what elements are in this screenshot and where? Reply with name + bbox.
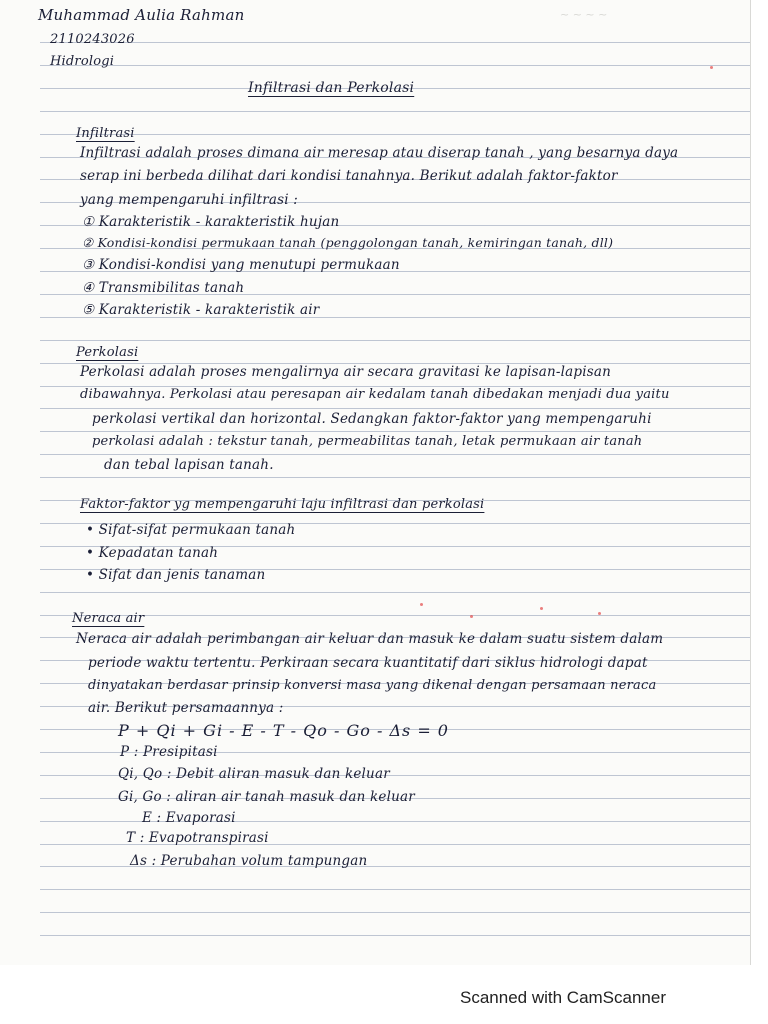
infiltrasi-item: ① Karakteristik - karakteristik hujan	[82, 214, 340, 230]
perkolasi-line: dan tebal lapisan tanah.	[104, 457, 274, 473]
equation-term: E : Evaporasi	[142, 810, 236, 826]
student-id: 2110243026	[50, 32, 135, 47]
ink-speck	[470, 615, 473, 618]
equation-term: Δs : Perubahan volum tampungan	[130, 853, 368, 869]
ruled-line	[40, 592, 751, 593]
subject: Hidrologi	[50, 54, 115, 69]
infiltrasi-line: serap ini berbeda dilihat dari kondisi tanahnya. Berikut adalah faktor-faktor	[80, 168, 618, 184]
infiltrasi-item: ③ Kondisi-kondisi yang menutupi permukaan	[82, 257, 400, 273]
perkolasi-line: perkolasi vertikal dan horizontal. Sedangkan faktor-faktor yang mempengaruhi	[92, 411, 652, 427]
ruled-line	[40, 408, 751, 409]
water-balance-equation: P + Qi + Gi - E - T - Qo - Go - Δs = 0	[118, 721, 449, 740]
ink-speck	[420, 603, 423, 606]
faktor-item: • Sifat dan jenis tanaman	[86, 567, 266, 583]
faktor-item: • Kepadatan tanah	[86, 545, 219, 561]
ruled-line	[40, 615, 751, 616]
ink-speck	[598, 612, 601, 615]
ruled-line	[40, 111, 751, 112]
ruled-line	[40, 477, 751, 478]
infiltrasi-item: ② Kondisi-kondisi permukaan tanah (penggolongan tanah, kemiringan tanah, dll)	[82, 235, 614, 250]
faktor-heading: Faktor-faktor yg mempengaruhi laju infiltrasi dan perkolasi	[80, 497, 485, 512]
ruled-line	[40, 889, 751, 890]
bleed-through-text: ~ ~ ~ ~	[560, 8, 608, 21]
ruled-line	[40, 134, 751, 135]
infiltrasi-line: yang mempengaruhi infiltrasi :	[80, 192, 299, 208]
ruled-line	[40, 935, 751, 936]
neraca-line: Neraca air adalah perimbangan air keluar dan masuk ke dalam suatu sistem dalam	[76, 631, 664, 647]
equation-term: Qi, Qo : Debit aliran masuk dan keluar	[118, 766, 390, 782]
infiltrasi-line: Infiltrasi adalah proses dimana air meresap atau diserap tanah , yang besarnya daya	[80, 145, 679, 161]
ink-speck	[710, 66, 713, 69]
ruled-line	[40, 431, 751, 432]
ruled-line	[40, 454, 751, 455]
equation-term: Gi, Go : aliran air tanah masuk dan keluar	[118, 789, 415, 805]
neraca-line: air. Berikut persamaannya :	[88, 700, 284, 716]
neraca-heading: Neraca air	[72, 611, 145, 626]
page-title: Infiltrasi dan Perkolasi	[248, 80, 415, 96]
perkolasi-heading: Perkolasi	[76, 345, 139, 360]
infiltrasi-heading: Infiltrasi	[76, 126, 135, 141]
ruled-line	[40, 42, 751, 43]
neraca-line: periode waktu tertentu. Perkiraan secara kuantitatif dari siklus hidrologi dapat	[88, 655, 648, 671]
equation-term: T : Evapotranspirasi	[126, 830, 269, 846]
faktor-item: • Sifat-sifat permukaan tanah	[86, 522, 296, 538]
infiltrasi-item: ④ Transmibilitas tanah	[82, 280, 245, 296]
equation-term: P : Presipitasi	[120, 744, 218, 760]
ruled-line	[40, 65, 751, 66]
perkolasi-line: dibawahnya. Perkolasi atau peresapan air kedalam tanah dibedakan menjadi dua yaitu	[80, 387, 670, 402]
neraca-line: dinyatakan berdasar prinsip konversi masa yang dikenal dengan persamaan neraca	[88, 678, 657, 693]
camscanner-watermark: Scanned with CamScanner	[460, 988, 667, 1007]
author-name: Muhammad Aulia Rahman	[38, 6, 245, 24]
ruled-line	[40, 912, 751, 913]
perkolasi-line: Perkolasi adalah proses mengalirnya air secara gravitasi ke lapisan-lapisan	[80, 364, 612, 380]
ink-speck	[540, 607, 543, 610]
perkolasi-line: perkolasi adalah : tekstur tanah, permeabilitas tanah, letak permukaan air tanah	[92, 434, 643, 449]
ruled-line	[40, 340, 751, 341]
infiltrasi-item: ⑤ Karakteristik - karakteristik air	[82, 302, 320, 318]
